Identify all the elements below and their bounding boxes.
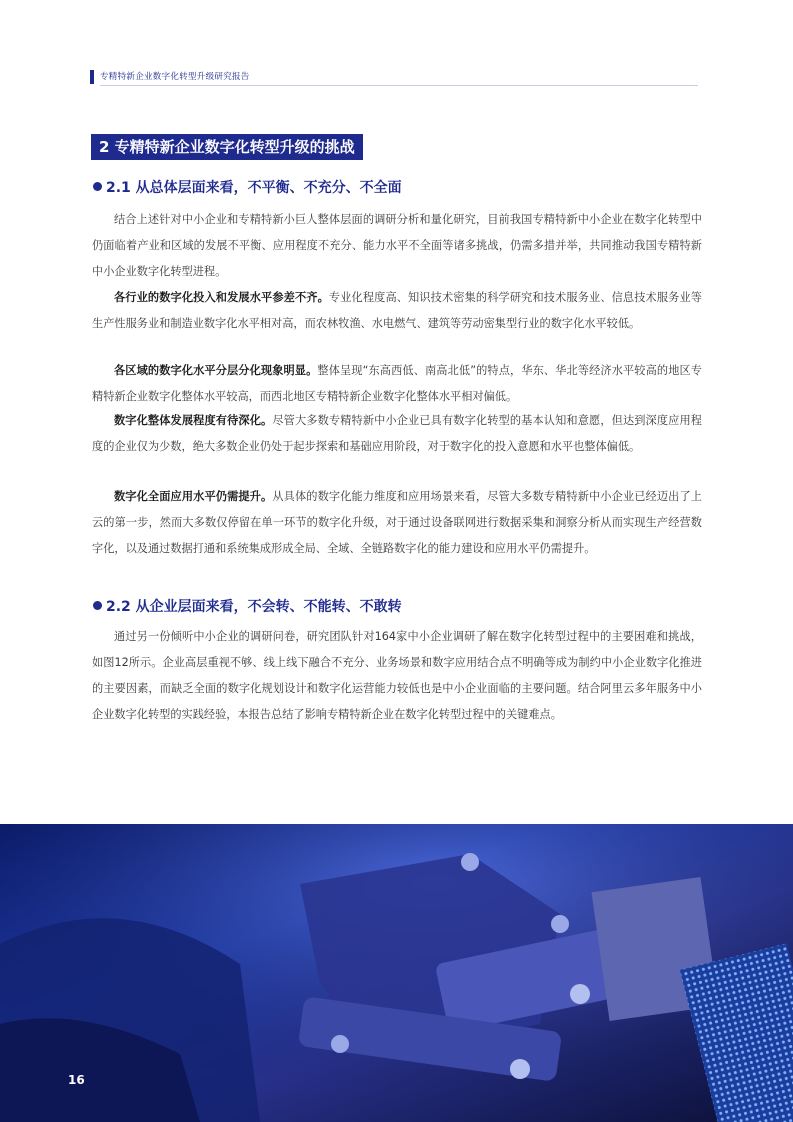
machinery-illustration [0,824,793,1122]
header-accent-bar [90,70,94,84]
subsection-title-2-2-text: 2.2 从企业层面来看，不会转、不能转、不敢转 [106,599,402,615]
point-region-heading: 各区域的数字化水平分层分化现象明显。 [114,364,318,377]
point-application [92,484,702,562]
header-rule [100,85,698,86]
survey-paragraph: 通过另一份倾听中小企业的调研问卷，研究团队针对164家中小企业调研了解在数字化转型过程中的主要困难和挑战，如图12所示。企业高层重视不够、线上线下融合不充分、业务场景和数字应用结合点不明确等成为制约中小企业数字化推进的主要因素，而缺乏全面的数字化规划设计和数字化运营能力较低也是中小企业面临的主要问题。结合阿里云多年服务中小企业数字化转型的实践经验，本报告总结了影响专精特新企业在数字化转型过程中的关键难点。 [92,630,702,721]
point-region [92,358,702,410]
subsection-title-2-2 [93,596,402,616]
bullet-dot-icon [93,601,102,610]
point-depth [92,408,702,460]
point-industry-heading: 各行业的数字化投入和发展水平参差不齐。 [114,291,329,304]
header-title: 专精特新企业数字化转型升级研究报告 [100,72,250,82]
intro-paragraph: 结合上述针对中小企业和专精特新小巨人整体层面的调研分析和量化研究，目前我国专精特新中小企业在数字化转型中仍面临着产业和区域的发展不平衡、应用程度不充分、能力水平不全面等诸多挑战，仍需多措并举，共同推动我国专精特新中小企业数字化转型进程。 [92,213,702,278]
point-industry-text: 专业化程度高、知识技术密集的科学研究和技术服务业、信息技术服务业等生产性服务业和制造业数字化水平相对高，而农林牧渔、水电燃气、建筑等劳动密集型行业的数字化水平较低。 [92,291,702,330]
machinery-photo [0,824,793,1122]
point-application-heading: 数字化全面应用水平仍需提升。 [114,490,273,503]
page-number: 16 [68,1073,85,1087]
point-depth-heading: 数字化整体发展程度有待深化。 [114,414,273,427]
point-application-text: 从具体的数字化能力维度和应用场景来看，尽管大多数专精特新中小企业已经迈出了上云的第一步，然而大多数仅停留在单一环节的数字化升级，对于通过设备联网进行数据采集和洞察分析从而实现生产经营数字化，以及通过数据打通和系统集成形成全局、全域、全链路数字化的能力建设和应用水平仍需提升。 [92,490,702,555]
bullet-dot-icon [93,182,102,191]
subsection-title-2-1 [93,177,402,197]
subsection-title-2-1-text: 2.1 从总体层面来看，不平衡、不充分、不全面 [106,180,402,196]
section-title: 2 专精特新企业数字化转型升级的挑战 [91,134,363,160]
point-region-text: 整体呈现“东高西低、南高北低”的特点，华东、华北等经济水平较高的地区专精特新企业数字化整体水平较高，而西北地区专精特新企业数字化整体水平相对偏低。 [92,364,702,403]
point-industry [92,285,702,337]
page-header [90,68,698,86]
point-depth-text: 尽管大多数专精特新中小企业已具有数字化转型的基本认知和意愿，但达到深度应用程度的企业仅为少数，绝大多数企业仍处于起步探索和基础应用阶段，对于数字化的投入意愿和水平也整体偏低。 [92,414,702,453]
